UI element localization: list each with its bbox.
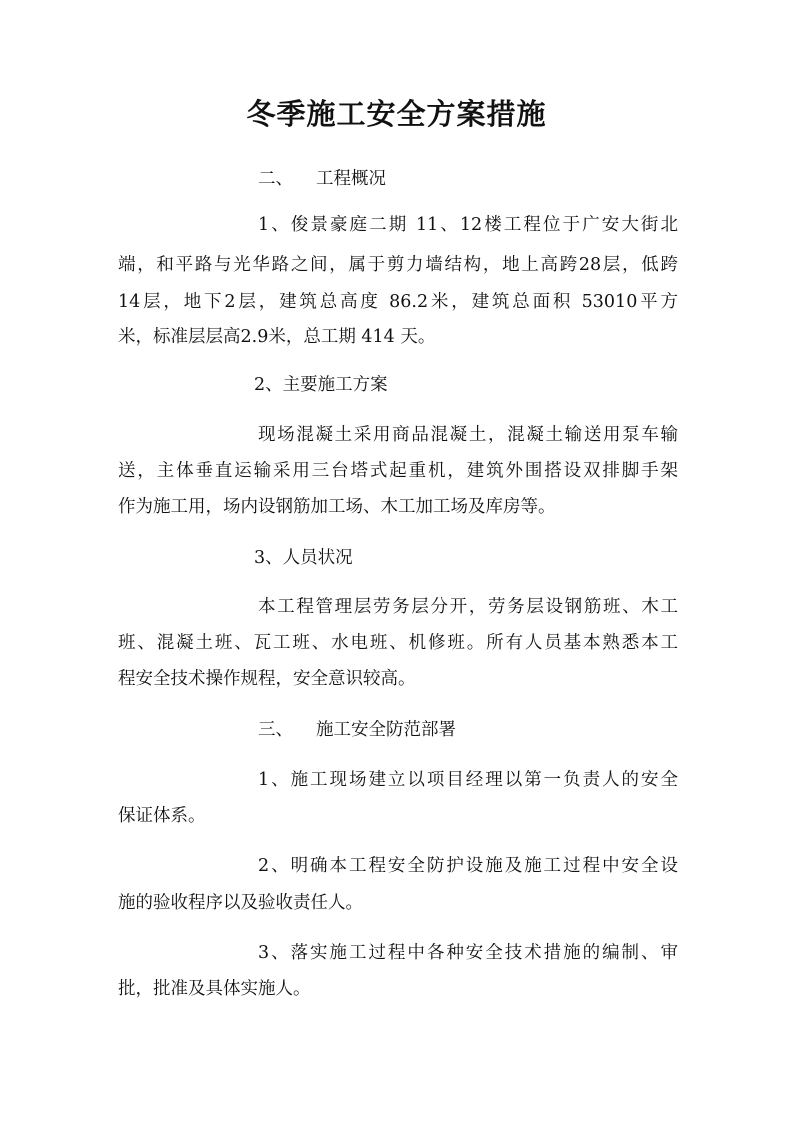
paragraph-line: 现场混凝土采用商品混凝土，混凝土输送用泵车输 xyxy=(258,425,678,445)
subheading-personnel: 3、人员状况 xyxy=(254,548,353,568)
section-title: 施工安全防范部署 xyxy=(316,720,456,740)
paragraph-line: 1、施工现场建立以项目经理以第一负责人的安全 xyxy=(258,770,678,790)
paragraph-line: 本工程管理层劳务层分开，劳务层设钢筋班、木工 xyxy=(258,597,678,617)
paragraph-line: 程安全技术操作规程，安全意识较高。 xyxy=(118,669,416,689)
paragraph-line: 送，主体垂直运输采用三台塔式起重机，建筑外围搭设双排脚手架 xyxy=(118,461,678,481)
paragraph-line: 14层，地下2层，建筑总高度 86.2米，建筑总面积 53010平方 xyxy=(118,292,678,312)
paragraph-line: 批，批准及具体实施人。 xyxy=(118,979,311,999)
paragraph-line: 作为施工用，场内设钢筋加工场、木工加工场及库房等。 xyxy=(118,497,556,517)
paragraph-line: 保证体系。 xyxy=(118,806,206,826)
section-title: 工程概况 xyxy=(316,169,386,189)
paragraph-line: 3、落实施工过程中各种安全技术措施的编制、审 xyxy=(258,943,678,963)
paragraph-line: 1、俊景豪庭二期 11、12楼工程位于广安大街北 xyxy=(258,215,678,235)
section-number: 二、 xyxy=(258,169,293,189)
section-heading-overview xyxy=(258,166,793,192)
paragraph-line: 2、明确本工程安全防护设施及施工过程中安全设 xyxy=(258,856,678,876)
section-heading-safety-deployment xyxy=(258,717,793,743)
paragraph-line: 端，和平路与光华路之间，属于剪力墙结构，地上高跨28层，低跨 xyxy=(118,255,678,275)
document-title: 冬季施工安全方案措施 xyxy=(246,97,547,131)
paragraph-line: 班、混凝土班、瓦工班、水电班、机修班。所有人员基本熟悉本工 xyxy=(118,633,678,653)
paragraph-line: 米，标准层层高2.9米，总工期 414 天。 xyxy=(118,327,436,347)
section-number: 三、 xyxy=(258,720,293,740)
paragraph-line: 施的验收程序以及验收责任人。 xyxy=(118,893,363,913)
subheading-construction-plan: 2、主要施工方案 xyxy=(254,375,388,395)
